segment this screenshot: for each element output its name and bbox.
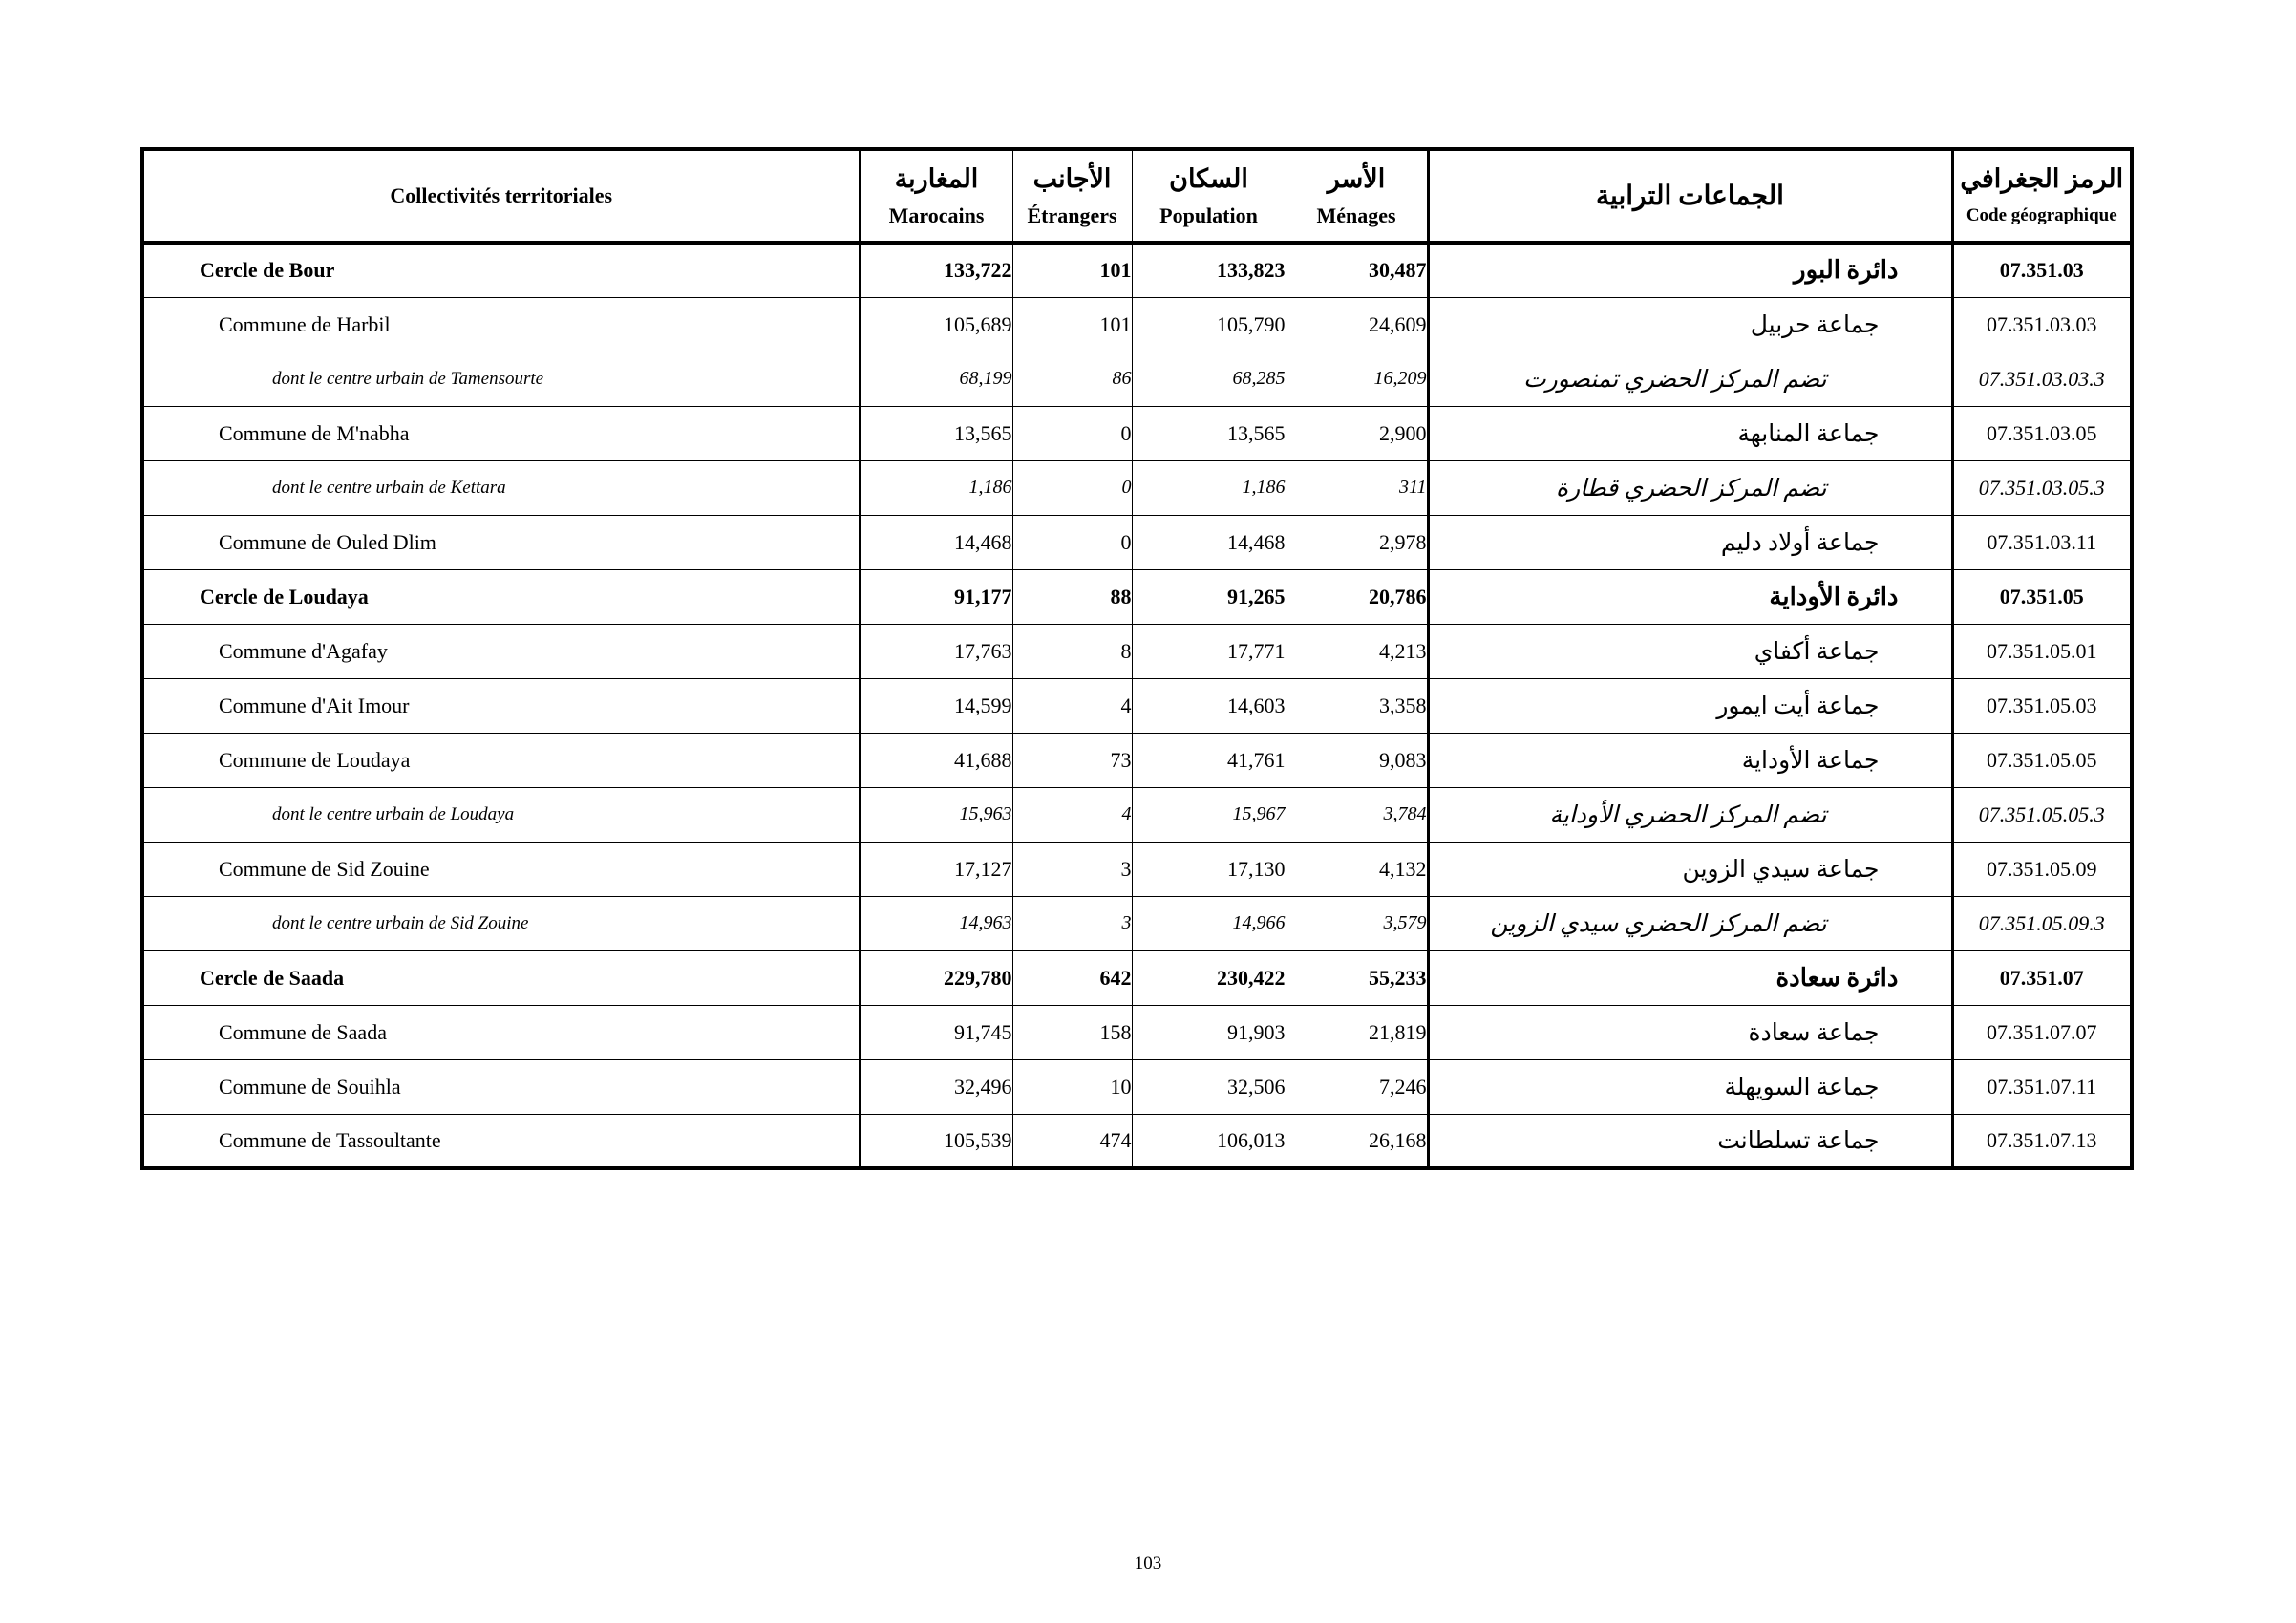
cell-etrangers: 642 xyxy=(1012,950,1132,1005)
cell-menages: 21,819 xyxy=(1286,1005,1428,1059)
table-row-centre xyxy=(142,787,2132,842)
cell-name-ar: جماعة أولاد دليم xyxy=(1428,515,1952,569)
header-code-fr: Code géographique xyxy=(1966,205,2117,225)
table-row-centre xyxy=(142,896,2132,950)
table-row-cercle xyxy=(142,569,2132,624)
table-row-commune xyxy=(142,842,2132,896)
table-row-cercle xyxy=(142,243,2132,297)
cell-population: 14,468 xyxy=(1132,515,1286,569)
cell-etrangers: 88 xyxy=(1012,569,1132,624)
cell-name-fr: Commune de Souihla xyxy=(142,1059,860,1114)
cell-marocains: 41,688 xyxy=(860,733,1012,787)
cell-marocains: 1,186 xyxy=(860,460,1012,515)
cell-name-fr: Commune de Harbil xyxy=(142,297,860,352)
cell-code: 07.351.03.05.3 xyxy=(1952,460,2132,515)
header-code-ar: الرمز الجغرافي xyxy=(1960,164,2124,193)
cell-name-fr: Cercle de Saada xyxy=(142,950,860,1005)
cell-code: 07.351.05 xyxy=(1952,569,2132,624)
table-row-commune xyxy=(142,678,2132,733)
cell-etrangers: 8 xyxy=(1012,624,1132,678)
cell-name-ar: دائرة البور xyxy=(1428,243,1952,297)
cell-menages: 3,358 xyxy=(1286,678,1428,733)
cell-name-ar: جماعة السويهلة xyxy=(1428,1059,1952,1114)
cell-name-fr: dont le centre urbain de Loudaya xyxy=(142,787,860,842)
cell-menages: 4,132 xyxy=(1286,842,1428,896)
cell-name-fr: Commune de Loudaya xyxy=(142,733,860,787)
cell-menages: 30,487 xyxy=(1286,243,1428,297)
cell-name-fr: Cercle de Loudaya xyxy=(142,569,860,624)
cell-population: 1,186 xyxy=(1132,460,1286,515)
cell-name-fr: dont le centre urbain de Sid Zouine xyxy=(142,896,860,950)
header-population-fr: Population xyxy=(1159,203,1258,227)
table-row-commune xyxy=(142,624,2132,678)
cell-marocains: 91,177 xyxy=(860,569,1012,624)
cell-population: 230,422 xyxy=(1132,950,1286,1005)
cell-name-ar: جماعة الأوداية xyxy=(1428,733,1952,787)
cell-marocains: 91,745 xyxy=(860,1005,1012,1059)
header-code xyxy=(1952,149,2132,243)
cell-code: 07.351.05.05.3 xyxy=(1952,787,2132,842)
cell-name-ar: جماعة سعادة xyxy=(1428,1005,1952,1059)
table-row-commune xyxy=(142,733,2132,787)
cell-population: 17,130 xyxy=(1132,842,1286,896)
cell-etrangers: 4 xyxy=(1012,678,1132,733)
cell-population: 133,823 xyxy=(1132,243,1286,297)
cell-code: 07.351.07.11 xyxy=(1952,1059,2132,1114)
table-body xyxy=(142,243,2132,1168)
header-etrangers xyxy=(1012,149,1132,243)
header-menages-ar: الأسر xyxy=(1327,164,1386,193)
cell-marocains: 14,963 xyxy=(860,896,1012,950)
cell-population: 91,265 xyxy=(1132,569,1286,624)
cell-code: 07.351.03.05 xyxy=(1952,406,2132,460)
cell-menages: 24,609 xyxy=(1286,297,1428,352)
table-row-commune xyxy=(142,515,2132,569)
cell-population: 14,966 xyxy=(1132,896,1286,950)
cell-population: 15,967 xyxy=(1132,787,1286,842)
header-collectivites: Collectivités territoriales xyxy=(142,149,860,243)
cell-etrangers: 0 xyxy=(1012,515,1132,569)
cell-population: 105,790 xyxy=(1132,297,1286,352)
cell-menages: 2,978 xyxy=(1286,515,1428,569)
cell-name-fr: dont le centre urbain de Kettara xyxy=(142,460,860,515)
table-row-commune xyxy=(142,406,2132,460)
header-etrangers-fr: Étrangers xyxy=(1027,203,1117,227)
table-header xyxy=(142,149,2132,243)
cell-population: 32,506 xyxy=(1132,1059,1286,1114)
cell-name-ar: تضم المركز الحضري الأوداية xyxy=(1428,787,1952,842)
cell-name-fr: Commune de Ouled Dlim xyxy=(142,515,860,569)
cell-name-ar: جماعة المنابهة xyxy=(1428,406,1952,460)
cell-population: 68,285 xyxy=(1132,352,1286,406)
table-row-commune xyxy=(142,1114,2132,1168)
cell-marocains: 105,689 xyxy=(860,297,1012,352)
cell-name-ar: دائرة الأوداية xyxy=(1428,569,1952,624)
cell-name-fr: Commune d'Agafay xyxy=(142,624,860,678)
cell-population: 91,903 xyxy=(1132,1005,1286,1059)
cell-name-fr: Cercle de Bour xyxy=(142,243,860,297)
cell-etrangers: 10 xyxy=(1012,1059,1132,1114)
cell-population: 41,761 xyxy=(1132,733,1286,787)
cell-name-fr: dont le centre urbain de Tamensourte xyxy=(142,352,860,406)
header-population xyxy=(1132,149,1286,243)
header-jamaat-ar: الجماعات الترابية xyxy=(1428,149,1952,243)
table-row-centre xyxy=(142,460,2132,515)
cell-name-fr: Commune de Tassoultante xyxy=(142,1114,860,1168)
cell-name-fr: Commune de Saada xyxy=(142,1005,860,1059)
cell-population: 14,603 xyxy=(1132,678,1286,733)
cell-name-ar: دائرة سعادة xyxy=(1428,950,1952,1005)
cell-marocains: 14,599 xyxy=(860,678,1012,733)
cell-name-fr: Commune d'Ait Imour xyxy=(142,678,860,733)
cell-population: 106,013 xyxy=(1132,1114,1286,1168)
cell-menages: 9,083 xyxy=(1286,733,1428,787)
cell-name-ar: جماعة سيدي الزوين xyxy=(1428,842,1952,896)
census-table xyxy=(140,147,2134,1170)
header-marocains-ar: المغاربة xyxy=(894,164,979,193)
cell-marocains: 105,539 xyxy=(860,1114,1012,1168)
cell-etrangers: 86 xyxy=(1012,352,1132,406)
cell-marocains: 133,722 xyxy=(860,243,1012,297)
cell-code: 07.351.07.13 xyxy=(1952,1114,2132,1168)
cell-code: 07.351.05.09 xyxy=(1952,842,2132,896)
cell-menages: 2,900 xyxy=(1286,406,1428,460)
cell-name-ar: جماعة تسلطانت xyxy=(1428,1114,1952,1168)
cell-menages: 55,233 xyxy=(1286,950,1428,1005)
cell-name-ar: جماعة أيت ايمور xyxy=(1428,678,1952,733)
cell-menages: 3,579 xyxy=(1286,896,1428,950)
header-population-ar: السكان xyxy=(1169,164,1248,193)
cell-marocains: 17,763 xyxy=(860,624,1012,678)
cell-marocains: 17,127 xyxy=(860,842,1012,896)
table-row-cercle xyxy=(142,950,2132,1005)
cell-name-fr: Commune de M'nabha xyxy=(142,406,860,460)
cell-etrangers: 3 xyxy=(1012,896,1132,950)
cell-menages: 20,786 xyxy=(1286,569,1428,624)
cell-name-ar: جماعة حربيل xyxy=(1428,297,1952,352)
cell-name-ar: تضم المركز الحضري تمنصورت xyxy=(1428,352,1952,406)
cell-name-ar: جماعة أكفاي xyxy=(1428,624,1952,678)
cell-etrangers: 101 xyxy=(1012,243,1132,297)
cell-name-ar: تضم المركز الحضري قطارة xyxy=(1428,460,1952,515)
cell-menages: 7,246 xyxy=(1286,1059,1428,1114)
cell-etrangers: 4 xyxy=(1012,787,1132,842)
cell-menages: 26,168 xyxy=(1286,1114,1428,1168)
cell-marocains: 15,963 xyxy=(860,787,1012,842)
cell-code: 07.351.03 xyxy=(1952,243,2132,297)
cell-menages: 3,784 xyxy=(1286,787,1428,842)
cell-code: 07.351.05.01 xyxy=(1952,624,2132,678)
cell-code: 07.351.03.03 xyxy=(1952,297,2132,352)
cell-population: 13,565 xyxy=(1132,406,1286,460)
cell-etrangers: 158 xyxy=(1012,1005,1132,1059)
table-row-commune xyxy=(142,1005,2132,1059)
cell-name-fr: Commune de Sid Zouine xyxy=(142,842,860,896)
cell-code: 07.351.07 xyxy=(1952,950,2132,1005)
cell-etrangers: 0 xyxy=(1012,460,1132,515)
page-number: 103 xyxy=(1134,1553,1162,1573)
header-menages-fr: Ménages xyxy=(1316,203,1396,227)
table-row-commune xyxy=(142,297,2132,352)
cell-marocains: 14,468 xyxy=(860,515,1012,569)
table-row-centre xyxy=(142,352,2132,406)
header-etrangers-ar: الأجانب xyxy=(1032,164,1112,193)
cell-code: 07.351.05.03 xyxy=(1952,678,2132,733)
cell-etrangers: 3 xyxy=(1012,842,1132,896)
cell-marocains: 229,780 xyxy=(860,950,1012,1005)
cell-menages: 311 xyxy=(1286,460,1428,515)
cell-population: 17,771 xyxy=(1132,624,1286,678)
cell-etrangers: 73 xyxy=(1012,733,1132,787)
cell-code: 07.351.05.05 xyxy=(1952,733,2132,787)
cell-code: 07.351.03.11 xyxy=(1952,515,2132,569)
cell-etrangers: 474 xyxy=(1012,1114,1132,1168)
cell-code: 07.351.05.09.3 xyxy=(1952,896,2132,950)
cell-code: 07.351.07.07 xyxy=(1952,1005,2132,1059)
cell-marocains: 68,199 xyxy=(860,352,1012,406)
cell-name-ar: تضم المركز الحضري سيدي الزوين xyxy=(1428,896,1952,950)
cell-menages: 16,209 xyxy=(1286,352,1428,406)
cell-etrangers: 101 xyxy=(1012,297,1132,352)
cell-code: 07.351.03.03.3 xyxy=(1952,352,2132,406)
table-row-commune xyxy=(142,1059,2132,1114)
header-marocains-fr: Marocains xyxy=(888,203,985,227)
cell-etrangers: 0 xyxy=(1012,406,1132,460)
cell-menages: 4,213 xyxy=(1286,624,1428,678)
header-marocains xyxy=(860,149,1012,243)
cell-marocains: 32,496 xyxy=(860,1059,1012,1114)
header-menages xyxy=(1286,149,1428,243)
cell-marocains: 13,565 xyxy=(860,406,1012,460)
